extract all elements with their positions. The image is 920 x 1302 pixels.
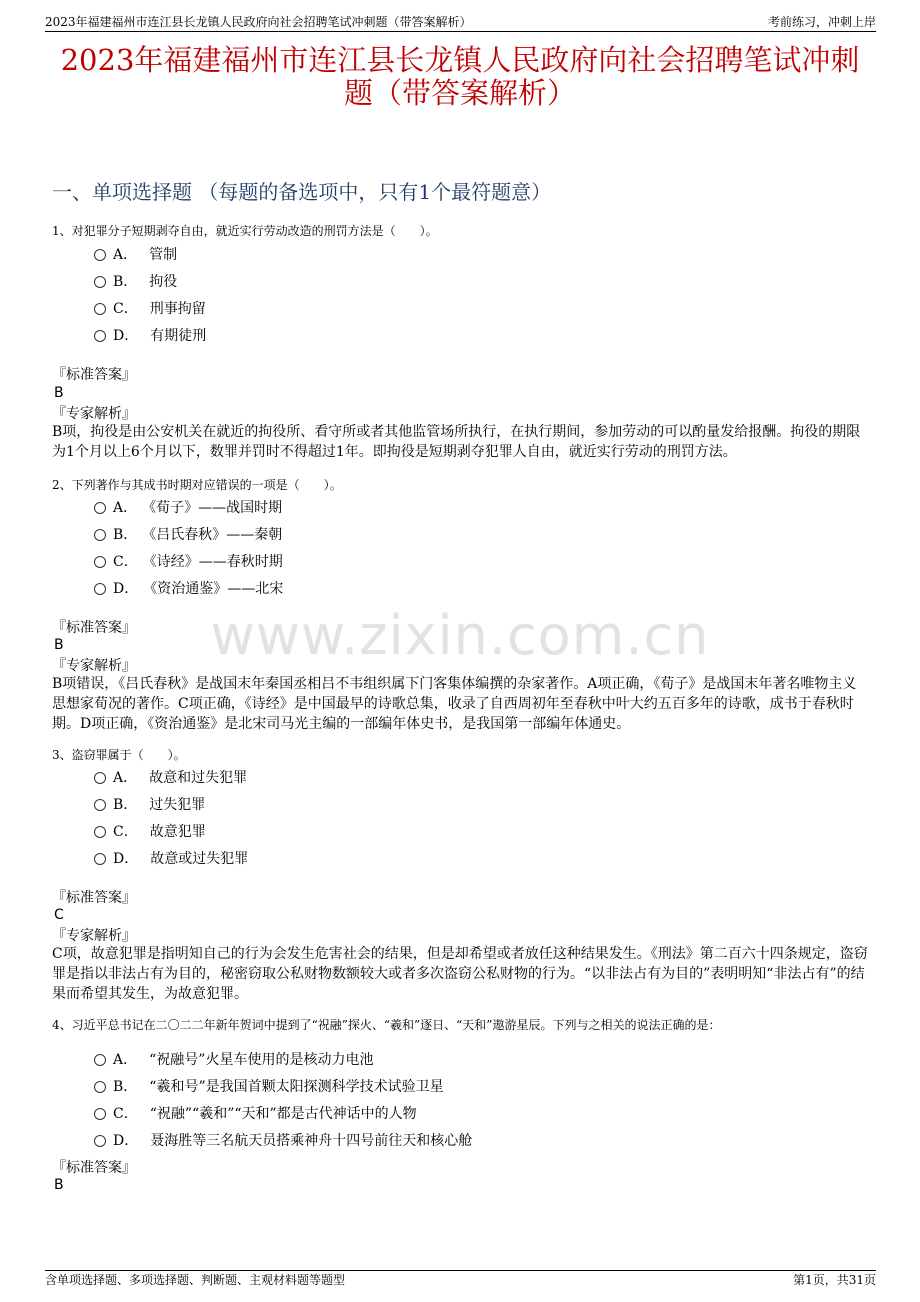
option-a[interactable]: A． “祝融号”火星车使用的是核动力电池 — [94, 1049, 373, 1069]
option-d[interactable]: D． 《资治通鉴》——北宋 — [94, 578, 283, 598]
analysis-text: B项错误，《吕氏春秋》是战国末年秦国丞相吕不韦组织属下门客集体编撰的杂家著作。A项正确，《荀子》是战国末年著名唯物主义思想家荀况的著作。C项正确，《诗经》是中国最早的诗歌总集，收录了自西周初年至春秋中叶大约五百多年的诗歌，成书于春秋时期。D项正确，《资治通鉴》是北宋司马光主编的一部编年体史书，是我国第一部编年体通史。 — [52, 676, 857, 732]
header-doc-title: 2023年福建福州市连江县长龙镇人民政府向社会招聘笔试冲刺题（带答案解析） — [45, 15, 472, 29]
option-d[interactable]: D． 故意或过失犯罪 — [94, 848, 248, 868]
radio-icon[interactable] — [94, 303, 106, 315]
option-b[interactable]: B． “羲和号”是我国首颗太阳探测科学技术试验卫星 — [94, 1076, 444, 1096]
page-title — [40, 44, 880, 110]
analysis-text: B项，拘役是由公安机关在就近的拘役所、看守所或者其他监管场所执行，在执行期间，参加劳动的可以酌量发给报酬。拘役的期限为1个月以上6个月以下，数罪并罚时不得超过1年。即拘役是短期剥夺犯罪人自由，就近实行劳动的刑罚方法。 — [52, 424, 861, 460]
radio-icon[interactable] — [94, 826, 106, 838]
radio-icon[interactable] — [94, 276, 106, 288]
option-d[interactable]: D． 聂海胜等三名航天员搭乘神舟十四号前往天和核心舱 — [94, 1130, 472, 1150]
answer-value: B — [54, 1177, 64, 1193]
radio-icon[interactable] — [94, 529, 106, 541]
option-b[interactable]: B． 拘役 — [94, 271, 177, 291]
question-stem: 1、对犯罪分子短期剥夺自由，就近实行劳动改造的刑罚方法是（ ）。 — [52, 224, 438, 238]
radio-icon[interactable] — [94, 1054, 106, 1066]
option-a[interactable]: A． 故意和过失犯罪 — [94, 767, 247, 787]
page-header — [45, 13, 876, 32]
section-heading: 一、单项选择题 （每题的备选项中，只有1个最符题意） — [52, 180, 552, 204]
footer-question-types: 含单项选择题、多项选择题、判断题、主观材料题等题型 — [45, 1273, 346, 1287]
radio-icon[interactable] — [94, 1135, 106, 1147]
radio-icon[interactable] — [94, 330, 106, 342]
title-line-1: 2023年福建福州市连江县长龙镇人民政府向社会招聘笔试冲刺 — [60, 43, 860, 77]
title-line-2: 题（带答案解析） — [343, 76, 576, 110]
watermark: www.zixin.com.cn — [210, 604, 710, 667]
question-stem: 3、盗窃罪属于（ ）。 — [52, 748, 186, 762]
answer-label: 『标准答案』 — [52, 890, 136, 906]
answer-value: B — [54, 637, 64, 653]
option-d[interactable]: D． 有期徒刑 — [94, 325, 206, 345]
radio-icon[interactable] — [94, 1108, 106, 1120]
question-stem: 2、下列著作与其成书时期对应错误的一项是（ ）。 — [52, 478, 342, 492]
question-stem: 4、习近平总书记在二〇二二年新年贺词中提到了“祝融”探火、“羲和”逐日、“天和”遨游星辰。下列与之相关的说法正确的是： — [52, 1018, 721, 1032]
answer-label: 『标准答案』 — [52, 367, 136, 383]
radio-icon[interactable] — [94, 556, 106, 568]
header-slogan: 考前练习，冲刺上岸 — [767, 15, 876, 29]
option-b[interactable]: B． 《吕氏春秋》——秦朝 — [94, 524, 282, 544]
radio-icon[interactable] — [94, 799, 106, 811]
analysis-text: C项，故意犯罪是指明知自己的行为会发生危害社会的结果，但是却希望或者放任这种结果发生。《刑法》第二百六十四条规定，盗窃罪是指以非法占有为目的，秘密窃取公私财物数额较大或者多次盗窃公私财物的行为。“以非法占有为目的”表明明知“非法占有”的结果而希望其发生，为故意犯罪。 — [52, 946, 868, 1002]
option-c[interactable]: C． 故意犯罪 — [94, 821, 206, 841]
radio-icon[interactable] — [94, 853, 106, 865]
answer-value: B — [54, 385, 64, 401]
option-c[interactable]: C． 刑事拘留 — [94, 298, 206, 318]
radio-icon[interactable] — [94, 772, 106, 784]
radio-icon[interactable] — [94, 502, 106, 514]
option-a[interactable]: A． 管制 — [94, 244, 177, 264]
footer-page-number: 第1页，共31页 — [793, 1273, 876, 1287]
radio-icon[interactable] — [94, 583, 106, 595]
analysis-label: 『专家解析』 — [52, 658, 136, 674]
option-c[interactable]: C． “祝融”“羲和”“天和”都是古代神话中的人物 — [94, 1103, 417, 1123]
option-b[interactable]: B． 过失犯罪 — [94, 794, 205, 814]
radio-icon[interactable] — [94, 1081, 106, 1093]
radio-icon[interactable] — [94, 249, 106, 261]
answer-label: 『标准答案』 — [52, 1160, 136, 1176]
analysis-label: 『专家解析』 — [52, 406, 136, 422]
option-a[interactable]: A． 《荀子》——战国时期 — [94, 497, 282, 517]
answer-label: 『标准答案』 — [52, 620, 136, 636]
analysis-label: 『专家解析』 — [52, 928, 136, 944]
option-c[interactable]: C． 《诗经》——春秋时期 — [94, 551, 283, 571]
page-footer — [45, 1270, 876, 1289]
answer-value: C — [54, 907, 64, 923]
